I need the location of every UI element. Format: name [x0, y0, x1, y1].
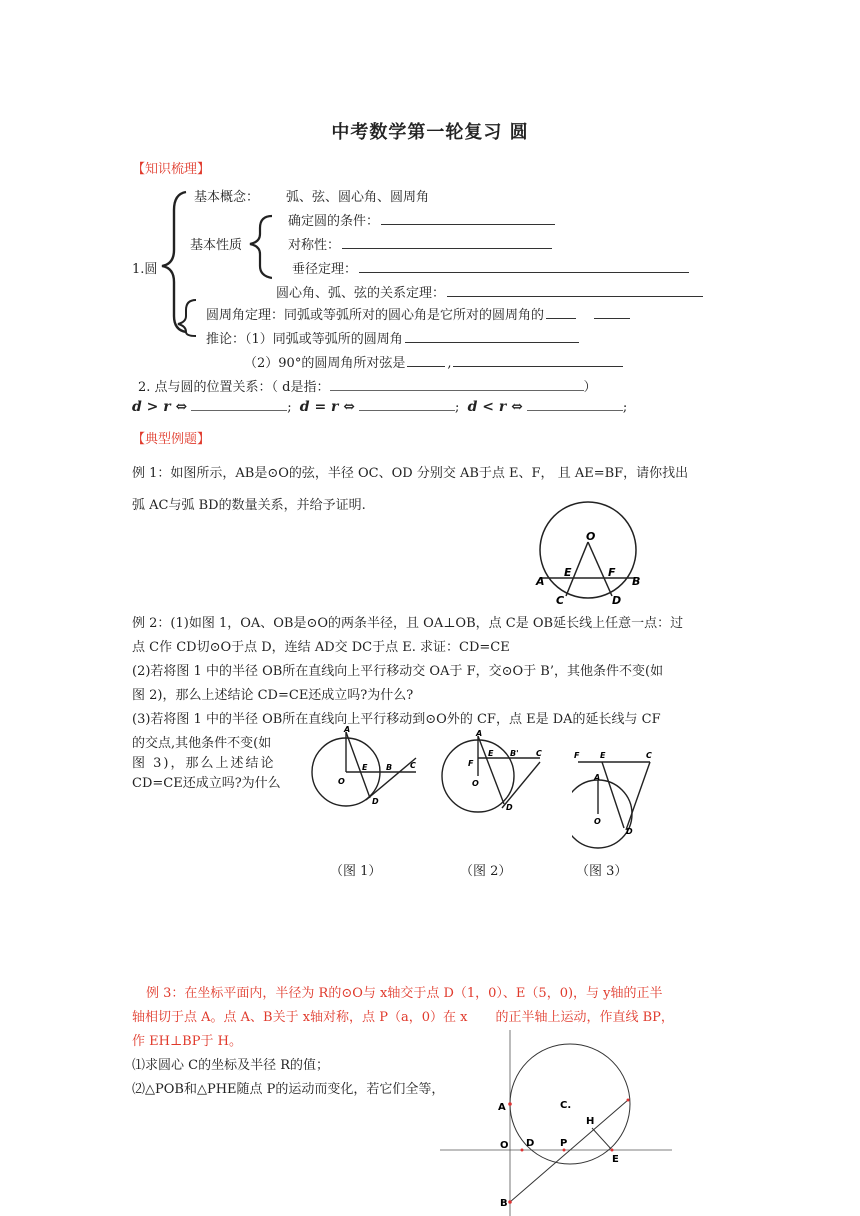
ex1-label-e: E	[564, 566, 572, 579]
svg-text:D: D	[506, 803, 513, 812]
ex3-seg-eh	[592, 1128, 612, 1150]
svg-text:A: A	[498, 1102, 506, 1113]
caption-fig3: （图 3）	[576, 864, 628, 879]
brace-main	[162, 192, 186, 332]
caption-fig1: （图 1）	[330, 864, 382, 879]
ex2-line3: (2)若将图 1 中的半径 OB所在直线向上平行移动交 OA于 F，交⊙O于 B’，其他条件不变(如	[132, 664, 664, 679]
ex3-line3: 作 EH⊥BP于 H。	[132, 1034, 242, 1049]
basic-concept-items: 弧、弦、圆心角、圆周角	[286, 190, 430, 205]
caption-fig2: （图 2）	[460, 864, 512, 879]
determine-line: 确定圆的条件：	[288, 210, 557, 229]
ex2-line6: 的交点,其他条件不变(如	[132, 736, 272, 751]
section-knowledge: 【知识梳理】	[132, 162, 211, 177]
svg-text:E: E	[488, 749, 494, 758]
ex1-figure	[530, 500, 650, 608]
page-title: 中考数学第一轮复习 圆	[331, 122, 529, 143]
ex1-line1: 例 1：如图所示，AB是⊙O的弦，半径 OC、OD 分别交 AB于点 E、F， 且 AE=BF，请你找出	[132, 466, 689, 481]
svg-text:E: E	[362, 763, 368, 772]
svg-text:F: F	[574, 751, 580, 760]
ex2-figure3	[572, 722, 672, 852]
ex1-label-c: C	[556, 594, 565, 607]
ex1-label-b: B	[632, 575, 641, 588]
ex2-line8: CD=CE还成立吗?为什么	[132, 776, 281, 791]
ex1-label-d: D	[612, 594, 622, 607]
basic-property-label: 基本性质	[190, 238, 243, 253]
svg-text:O: O	[594, 817, 601, 826]
ex2-figure2	[436, 722, 566, 822]
perpendicular-line: 垂径定理：	[292, 258, 691, 277]
brace-property	[250, 216, 272, 278]
ex3-line2: 轴相切于点 A。点 A、B关于 x轴对称，点 P（a，0）在 x 的正半轴上运动，作直线 BP，	[132, 1010, 674, 1025]
svg-text:P: P	[560, 1138, 568, 1149]
svg-text:B: B	[386, 763, 393, 772]
ex1-label-f: F	[608, 566, 616, 579]
ex1-line2: 弧 AC与弧 BD的数量关系，并给予证明.	[132, 498, 366, 513]
svg-text:C: C	[536, 749, 542, 758]
svg-text:D: D	[372, 797, 379, 806]
d-relations: d > r ⇔ ; d = r ⇔ ; d < r ⇔ ;	[132, 399, 628, 415]
svg-text:D: D	[526, 1138, 535, 1149]
outline-root: 1.圆	[132, 262, 158, 277]
svg-text:A: A	[344, 725, 351, 734]
svg-text:C: C	[410, 761, 416, 770]
svg-text:E: E	[600, 751, 606, 760]
ex3-q1: ⑴求圆心 C的坐标及半径 R的值；	[132, 1058, 329, 1073]
ex2-line4: 图 2)，那么上述结论 CD=CE还成立吗?为什么?	[132, 688, 414, 703]
ex2-line7: 图 3)，那么上述结论	[132, 756, 276, 771]
svg-text:A: A	[476, 729, 483, 738]
svg-text:F: F	[468, 759, 474, 768]
ex3-line-bp	[510, 1100, 628, 1202]
svg-text:B': B'	[510, 749, 519, 758]
point-circle-line: 2. 点与圆的位置关系：（ d是指： ）	[138, 380, 597, 395]
svg-text:O: O	[472, 779, 479, 788]
basic-concept-label: 基本概念：	[194, 190, 260, 205]
corollary1-line: 推论：（1）同弧或等弧所的圆周角	[206, 328, 581, 347]
ex2-figure1	[306, 722, 436, 822]
ex3-line1: 例 3：在坐标平面内，半径为 R的⊙O与 x轴交于点 D（1，0）、E（5，0)，与 y轴的正半	[146, 986, 663, 1001]
svg-text:H: H	[586, 1116, 595, 1127]
symmetry-line: 对称性：	[288, 234, 554, 253]
ex3-coordinate-figure	[440, 1030, 672, 1216]
svg-text:B: B	[500, 1198, 508, 1209]
ex2-line5: (3)若将图 1 中的半径 OB所在直线向上平行移动到⊙O外的 CF，点 E是 DA的延长线与 CF	[132, 712, 661, 727]
svg-text:D: D	[626, 827, 633, 836]
ex1-circle	[540, 502, 636, 598]
svg-text:O: O	[500, 1140, 509, 1151]
svg-text:E: E	[612, 1154, 619, 1165]
svg-text:O: O	[338, 777, 345, 786]
svg-text:C.: C.	[560, 1100, 572, 1111]
ex2-line1: 例 2：(1)如图 1，OA、OB是⊙O的两条半径，且 OA⊥OB，点 C是 OB延长线上任意一点：过	[132, 616, 684, 631]
ex2-line2: 点 C作 CD切⊙O于点 D，连结 AD交 DC于点 E. 求证：CD=CE	[132, 640, 510, 655]
ex3-q2: ⑵△POB和△PHE随点 P的运动而变化，若它们全等，	[132, 1082, 445, 1097]
svg-text:C: C	[646, 751, 652, 760]
ex1-label-o: O	[586, 530, 596, 543]
relation-line: 圆心角、弧、弦的关系定理：	[276, 282, 705, 301]
section-examples: 【典型例题】	[132, 432, 211, 447]
corollary2-line: （2）90°的圆周角所对弦是 ,	[244, 352, 625, 371]
svg-text:A: A	[594, 773, 601, 782]
ex1-label-a: A	[536, 575, 545, 588]
inscribed-angle-line: 圆周角定理：同弧或等弧所对的圆心角是它所对的圆周角的	[206, 304, 632, 323]
